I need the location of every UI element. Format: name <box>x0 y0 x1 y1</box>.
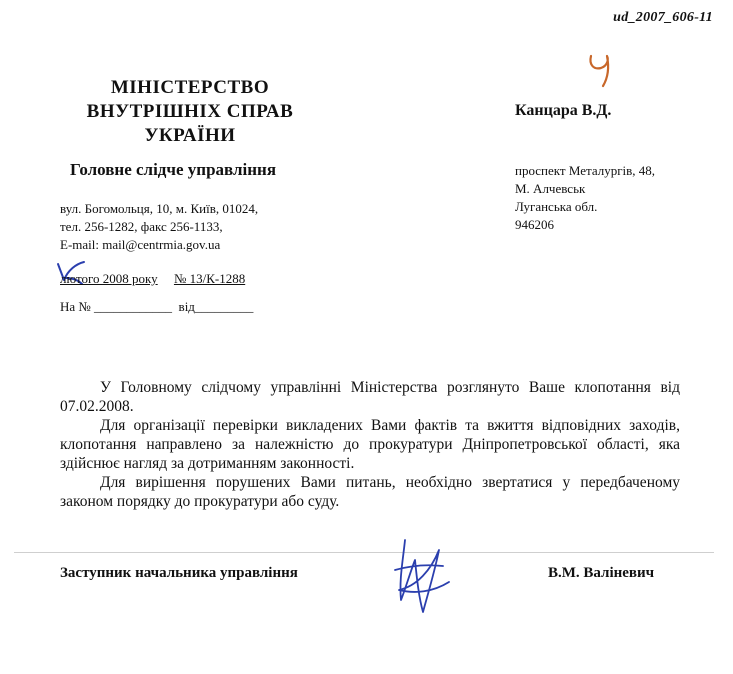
handwritten-mark-icon <box>585 52 615 92</box>
reference-line: На № ____________ від_________ <box>60 299 254 314</box>
letter-body <box>60 378 680 511</box>
signature-icon <box>385 520 455 620</box>
recipient-address-line: проспект Металургів, 48, <box>515 163 656 178</box>
recipient-address-line: Луганська обл. <box>515 199 598 214</box>
recipient-address-line: М. Алчевськ <box>515 181 586 196</box>
recipient-address-line: 946206 <box>515 217 554 232</box>
address-line: E-mail: mail@centrmia.gov.ua <box>60 237 221 252</box>
department-title: Головне слідче управління <box>70 160 277 179</box>
body-paragraph: Для вирішення порушених Вами питань, необхідно звертатися у передбаченому законом порядку до прокуратури або суду. <box>60 474 680 510</box>
sender-address <box>60 200 258 254</box>
address-line: тел. 256-1282, факс 256-1133, <box>60 219 223 234</box>
ministry-header <box>60 76 320 148</box>
ministry-line: ВНУТРІШНІХ СПРАВ <box>86 101 294 122</box>
ministry-line: УКРАЇНИ <box>144 125 236 146</box>
signer-name: В.М. Валіневич <box>548 565 655 581</box>
document-id: ud_2007_606-11 <box>613 10 713 25</box>
body-paragraph: У Головному слідчому управлінні Міністерства розглянуто Ваше клопотання від 07.02.2008. <box>60 379 680 415</box>
outgoing-number: № 13/К-1288 <box>173 271 246 286</box>
ministry-line: МІНІСТЕРСТВО <box>110 77 270 98</box>
footer-divider <box>14 552 714 553</box>
date-text: лютого 2008 року <box>60 271 158 286</box>
signer-title: Заступник начальника управління <box>60 565 298 581</box>
date-number-line <box>60 271 245 287</box>
recipient-name: Канцара В.Д. <box>515 102 612 119</box>
body-paragraph: Для організації перевірки викладених Вами фактів та вжиття відповідних заходів, клопотання направлено за належністю до прокуратури Дніпропетровської області, яка здійснює нагляд за дотриманням законності. <box>60 417 680 472</box>
address-line: вул. Богомольця, 10, м. Київ, 01024, <box>60 201 259 216</box>
recipient-address <box>515 162 655 234</box>
